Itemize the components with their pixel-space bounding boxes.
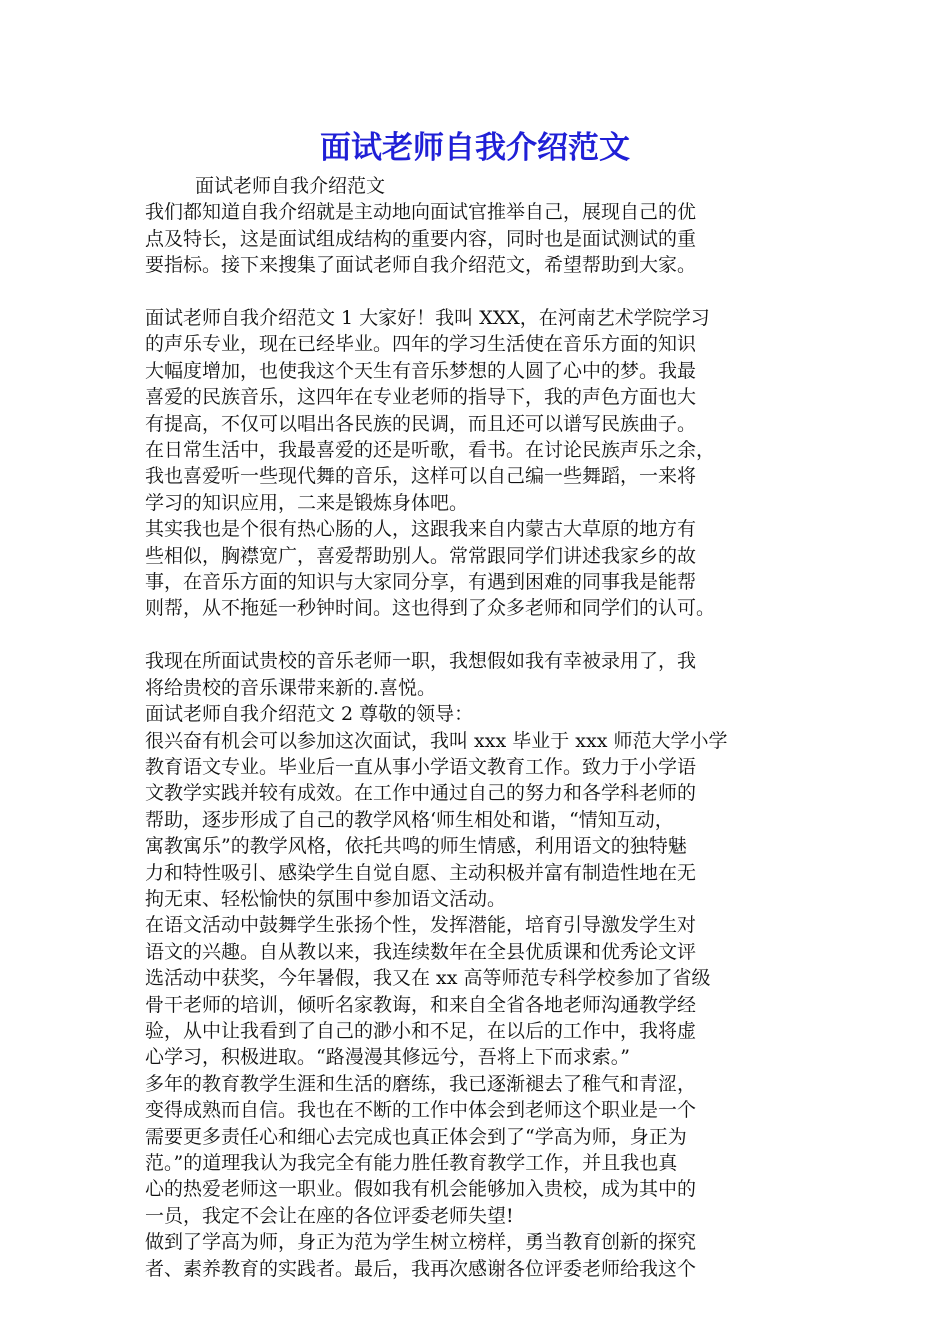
paragraph-line: 大幅度增加，也使我这个天生有音乐梦想的人圆了心中的梦。我最	[145, 359, 697, 382]
paragraph-line: 多年的教育教学生涯和生活的磨练，我已逐渐褪去了稚气和青涩，	[145, 1072, 697, 1095]
paragraph-line: 选活动中获奖，今年暑假，我又在 xx 高等师范专科学校参加了省级	[145, 967, 711, 990]
paragraph-line: 的声乐专业，现在已经毕业。四年的学习生活使在音乐方面的知识	[145, 333, 697, 356]
paragraph-line: 语文的兴趣。自从教以来，我连续数年在全县优质课和优秀论文评	[145, 940, 697, 963]
paragraph-line: 在语文活动中鼓舞学生张扬个性，发挥潜能，培育引导激发学生对	[145, 914, 697, 937]
paragraph-line: 需要更多责任心和细心去完成也真正体会到了“学高为师，身正为	[145, 1125, 687, 1148]
blank-line	[145, 622, 820, 648]
paragraph-line: 将给贵校的音乐课带来新的.喜悦。	[145, 676, 437, 699]
document-title: 面试老师自我介绍范文	[320, 130, 630, 166]
paragraph-line: 范。”的道理我认为我完全有能力胜任教育教学工作，并且我也真	[145, 1152, 678, 1174]
paragraph-line: 我现在所面试贵校的音乐老师一职，我想假如我有幸被录用了，我	[145, 650, 697, 673]
document-body	[145, 173, 820, 1282]
blank-line	[145, 279, 820, 305]
paragraph-line: 心学习，积极进取。“路漫漫其修远兮，吾将上下而求索。”	[145, 1046, 630, 1069]
paragraph-line: 我也喜爱听一些现代舞的音乐，这样可以自己编一些舞蹈，一来将	[145, 465, 697, 488]
paragraph-line: 教育语文专业。毕业后一直从事小学语文教育工作。致力于小学语	[145, 755, 697, 778]
subtitle-line: 面试老师自我介绍范文	[195, 175, 386, 197]
paragraph-line: 些相似，胸襟宽广，喜爱帮助别人。常常跟同学们讲述我家乡的故	[145, 544, 697, 567]
paragraph-line: 面试老师自我介绍范文 1 大家好！我叫 XXX，在河南艺术学院学习	[145, 307, 710, 330]
paragraph-line: 帮助，逐步形成了自己的教学风格‘师生相处和谐，“情知互动，	[145, 808, 674, 831]
paragraph-line: 心的热爱老师这一职业。假如我有机会能够加入贵校，成为其中的	[145, 1178, 697, 1201]
paragraph-line: 我们都知道自我介绍就是主动地向面试官推举自己，展现自己的优	[145, 201, 697, 224]
paragraph-line: 骨干老师的培训，倾听名家教诲，和来自全省各地老师沟通教学经	[145, 993, 697, 1016]
paragraph-line: 力和特性吸引、感染学生自觉自愿、主动积极并富有制造性地在无	[145, 861, 697, 884]
paragraph-line: 喜爱的民族音乐，这四年在专业老师的指导下，我的声色方面也大	[145, 386, 697, 409]
paragraph-line: 点及特长，这是面试组成结构的重要内容，同时也是面试测试的重	[145, 227, 697, 250]
paragraph-line: 学习的知识应用，二来是锻炼身体吧。	[145, 491, 469, 514]
paragraph-line: 事，在音乐方面的知识与大家同分享，有遇到困难的同事我是能帮	[145, 571, 697, 594]
paragraph-line: 者、素养教育的实践者。最后，我再次感谢各位评委老师给我这个	[145, 1257, 697, 1280]
paragraph-line: 做到了学高为师，身正为范为学生树立榜样，勇当教育创新的探究	[145, 1231, 697, 1254]
paragraph-line: 其实我也是个很有热心肠的人，这跟我来自内蒙古大草原的地方有	[145, 518, 697, 541]
paragraph-line: 则帮，从不拖延一秒钟时间。这也得到了众多老师和同学们的认可。	[145, 597, 716, 620]
paragraph-line: 文教学实践并较有成效。在工作中通过自己的努力和各学科老师的	[145, 782, 697, 805]
paragraph-line: 寓教寓乐”的教学风格，依托共鸣的师生情感，利用语文的独特魅	[145, 835, 687, 858]
paragraph-line: 要指标。接下来搜集了面试老师自我介绍范文，希望帮助到大家。	[145, 254, 697, 277]
paragraph-line: 有提高，不仅可以唱出各民族的民调，而且还可以谱写民族曲子。	[145, 412, 697, 435]
paragraph-line: 验，从中让我看到了自己的渺小和不足，在以后的工作中，我将虚	[145, 1019, 697, 1042]
paragraph-line: 在日常生活中，我最喜爱的还是听歌，看书。在讨论民族声乐之余，	[145, 439, 716, 462]
paragraph-line: 很兴奋有机会可以参加这次面试，我叫 xxx 毕业于 xxx 师范大学小学	[145, 729, 728, 752]
paragraph-line: 一员，我定不会让在座的各位评委老师失望!	[145, 1204, 514, 1227]
paragraph-line: 拘无束、轻松愉快的氛围中参加语文活动。	[145, 887, 507, 910]
paragraph-line: 面试老师自我介绍范文 2 尊敬的领导：	[145, 703, 474, 726]
paragraph-line: 变得成熟而自信。我也在不断的工作中体会到老师这个职业是一个	[145, 1099, 697, 1122]
